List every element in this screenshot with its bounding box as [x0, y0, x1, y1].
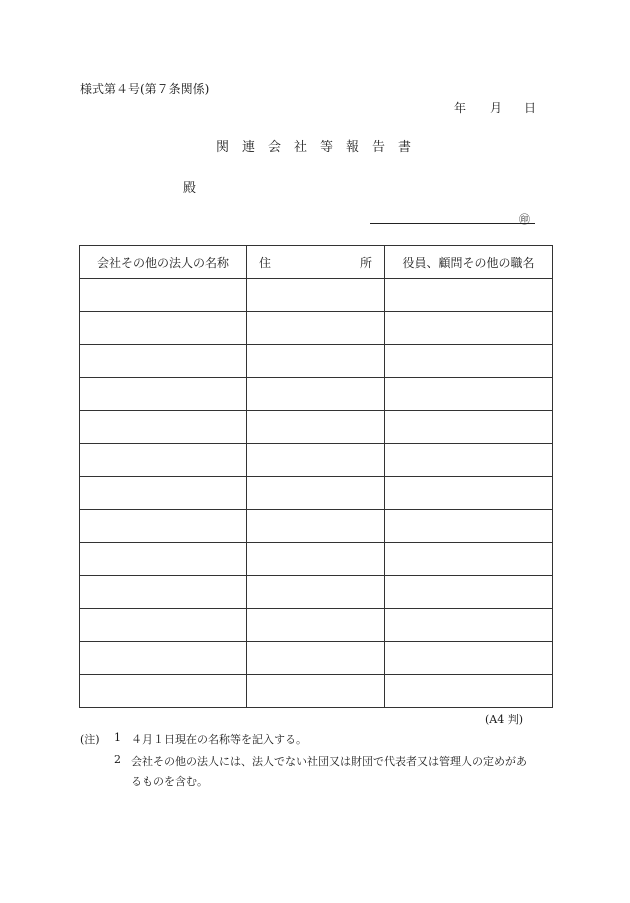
cell-address[interactable] — [247, 279, 385, 312]
header-position: 役員、顧問その他の職名 — [385, 246, 553, 279]
form-number: 様式第４号(第７条関係) — [80, 82, 210, 96]
cell-position[interactable] — [385, 609, 553, 642]
table-row — [80, 345, 553, 378]
date-day-label: 日 — [524, 101, 537, 115]
table-row — [80, 444, 553, 477]
cell-address[interactable] — [247, 444, 385, 477]
table-row — [80, 543, 553, 576]
cell-address[interactable] — [247, 312, 385, 345]
date-year-label: 年 — [454, 101, 467, 115]
cell-company-name[interactable] — [80, 510, 247, 543]
note-text-continuation: るものを含む。 — [131, 775, 208, 788]
addressee-honorific: 殿 — [183, 181, 197, 196]
cell-company-name[interactable] — [80, 609, 247, 642]
cell-address[interactable] — [247, 576, 385, 609]
table-row — [80, 609, 553, 642]
cell-company-name[interactable] — [80, 576, 247, 609]
cell-company-name[interactable] — [80, 312, 247, 345]
header-address-part1: 住 — [259, 255, 272, 270]
note-number: 1 — [114, 731, 121, 744]
cell-address[interactable] — [247, 378, 385, 411]
cell-company-name[interactable] — [80, 279, 247, 312]
cell-address[interactable] — [247, 345, 385, 378]
cell-position[interactable] — [385, 345, 553, 378]
cell-company-name[interactable] — [80, 642, 247, 675]
note-text: 会社その他の法人には、法人でない社団又は財団で代表者又は管理人の定めがあ — [131, 755, 527, 768]
cell-position[interactable] — [385, 576, 553, 609]
paper-size-label: (A4 判) — [485, 713, 524, 726]
cell-position[interactable] — [385, 279, 553, 312]
table-row — [80, 576, 553, 609]
table-row — [80, 411, 553, 444]
signature-line — [370, 223, 535, 224]
cell-company-name[interactable] — [80, 543, 247, 576]
table-row — [80, 477, 553, 510]
table-row — [80, 378, 553, 411]
note-text: ４月１日現在の名称等を記入する。 — [131, 733, 307, 746]
cell-position[interactable] — [385, 510, 553, 543]
table-row — [80, 642, 553, 675]
table-header-row — [80, 246, 553, 279]
cell-company-name[interactable] — [80, 477, 247, 510]
cell-position[interactable] — [385, 477, 553, 510]
table-row — [80, 279, 553, 312]
cell-company-name[interactable] — [80, 675, 247, 708]
table-body — [80, 279, 553, 708]
document-title: 関連会社等報告書 — [215, 140, 424, 155]
cell-position[interactable] — [385, 411, 553, 444]
cell-address[interactable] — [247, 510, 385, 543]
note-number: 2 — [114, 753, 121, 766]
table-row — [80, 675, 553, 708]
table-row — [80, 510, 553, 543]
seal-mark-icon: ㊞ — [519, 213, 530, 226]
cell-address[interactable] — [247, 477, 385, 510]
cell-position[interactable] — [385, 642, 553, 675]
cell-address[interactable] — [247, 609, 385, 642]
cell-address[interactable] — [247, 675, 385, 708]
cell-address[interactable] — [247, 543, 385, 576]
cell-company-name[interactable] — [80, 378, 247, 411]
cell-address[interactable] — [247, 642, 385, 675]
table-row — [80, 312, 553, 345]
cell-position[interactable] — [385, 543, 553, 576]
notes-label: (注) — [80, 733, 100, 746]
cell-position[interactable] — [385, 444, 553, 477]
date-month-label: 月 — [490, 101, 503, 115]
header-company-name: 会社その他の法人の名称 — [80, 246, 247, 279]
header-address — [247, 246, 385, 279]
cell-company-name[interactable] — [80, 411, 247, 444]
cell-address[interactable] — [247, 411, 385, 444]
cell-position[interactable] — [385, 378, 553, 411]
cell-position[interactable] — [385, 675, 553, 708]
cell-company-name[interactable] — [80, 444, 247, 477]
report-table — [79, 245, 553, 708]
cell-position[interactable] — [385, 312, 553, 345]
cell-company-name[interactable] — [80, 345, 247, 378]
header-address-part2: 所 — [359, 255, 372, 270]
